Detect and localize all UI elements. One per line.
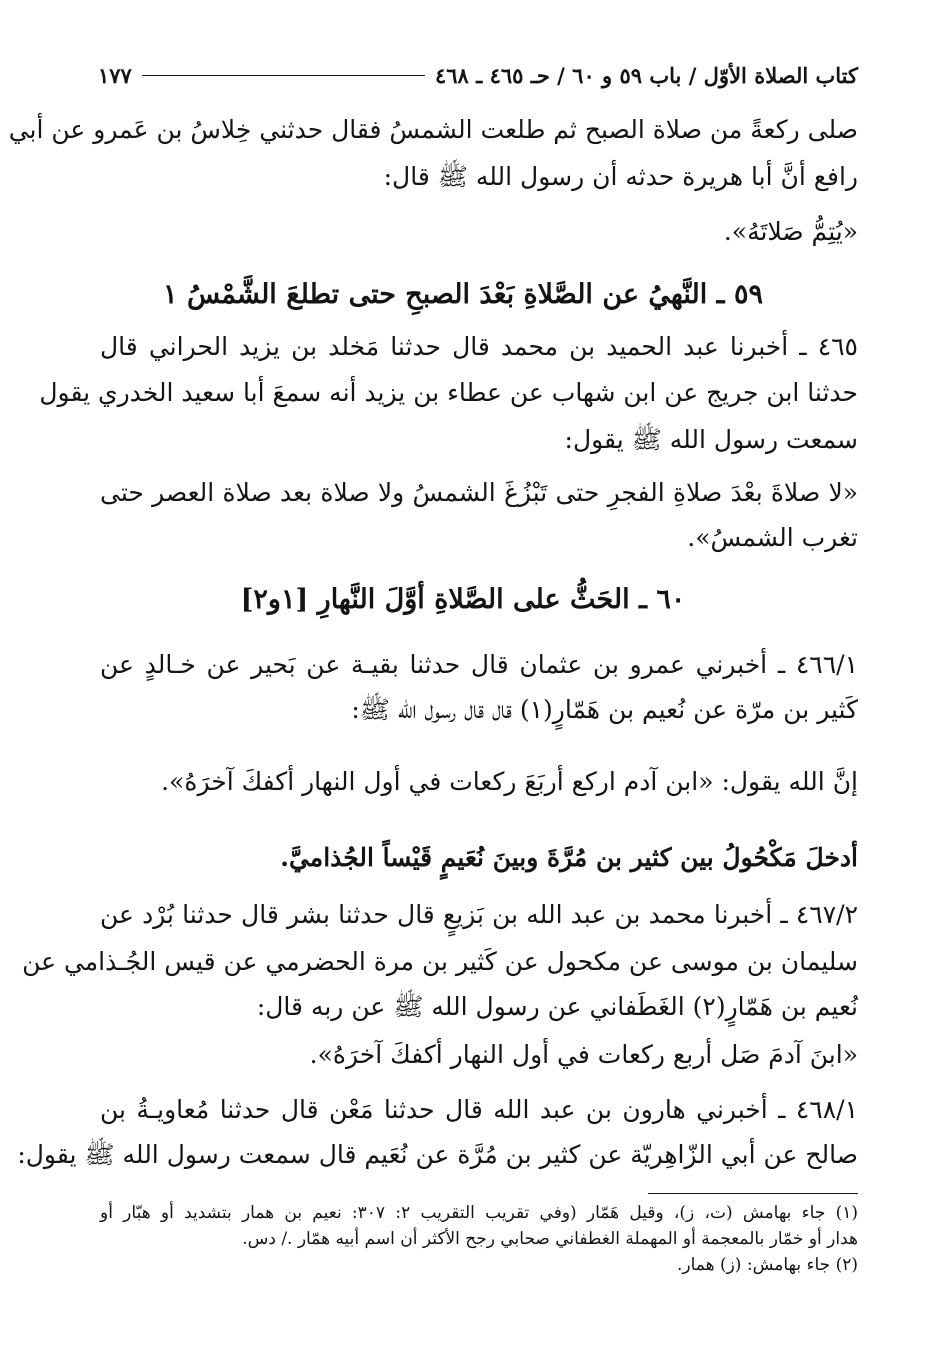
text-line: صلى ركعةً من صلاة الصبح ثم طلعت الشمسُ فقال حدثني خِلاسُ بن عَمرو عن أبي [8, 115, 858, 144]
footnote-rule [648, 1193, 858, 1194]
text-line: صالح عن أبي الزّاهِريّة عن كثير بن مُرَّة عن نُعَيم قال سمعت رسول الله ﷺ يقول: [17, 1140, 858, 1169]
hadith-quote: «يُتِمُّ صَلاتَهُ». [723, 217, 858, 246]
hadith-465-line: ٤٦٥ ـ أخبرنا عبد الحميد بن محمد قال حدثنا مَخلد بن يزيد الحراني قال [100, 332, 858, 361]
text-line: نُعيم بن هَمّارٍ(٢) الغَطَفاني عن رسول الله ﷺ عن ربه قال: [256, 992, 858, 1021]
chapter-title: كتاب الصلاة الأوّل / باب ٥٩ و ٦٠ / حـ ٤٦٥ ـ ٤٦٨ [434, 62, 858, 88]
hadith-quote: إنَّ الله يقول: «ابن آدم اركع أربَعَ ركعات في أول النهار أكفكَ آخرَهُ». [161, 767, 858, 796]
page-number: ١٧٧ [98, 62, 132, 88]
hadith-quote: «لا صلاةَ بعْدَ صلاةِ الفجرِ حتى تَبْزُغَ الشمسُ ولا صلاة بعد صلاة العصر حتى [100, 478, 858, 507]
text-line: رافع أنَّ أبا هريرة حدثه أن رسول الله ﷺ قال: [383, 162, 858, 191]
header-rule [142, 75, 425, 76]
text-line: حدثنا ابن جريج عن ابن شهاب عن عطاء بن يزيد أنه سمعَ أبا سعيد الخدري يقول [39, 378, 858, 407]
running-header [98, 58, 858, 92]
footnote-1-continued: هدار أو خمّار بالمعجمة أو المهملة الغطفاني صحابي رجح الأكثر أن اسم أبيه همّار ./ دس. [242, 1229, 858, 1249]
text-line: كَثير بن مرّة عن نُعيم بن هَمّارٍ(١) قال قال رسول الله ﷺ: [351, 695, 858, 724]
footnote-2: (٢) جاء بهامش: (ز) همار. [676, 1255, 858, 1275]
text-line: سمعت رسول الله ﷺ يقول: [564, 425, 858, 454]
hadith-468-line: ٤٦٨/١ ـ أخبرني هارون بن عبد الله قال حدثنا مَعْن قال حدثنا مُعاويـةُ بن [100, 1095, 858, 1124]
hadith-quote: تغرب الشمسُ». [687, 523, 858, 552]
footnote-1: (١) جاء بهامش (ت، ز)، وقيل هَمّار (وفي تقريب التقريب ٢: ٣٠٧: نعيم بن همار بتشديد أو هبّار أو [100, 1203, 859, 1223]
section-heading-59: ٥٩ ـ النَّهيُ عن الصَّلاةِ بَعْدَ الصبحِ حتى تطلعَ الشَّمْسُ ١ [163, 279, 763, 310]
text-line: سليمان بن موسى عن مكحول عن كَثير بن مرة الحضرمي عن قيس الجُـذامي عن [22, 947, 858, 976]
commentary-line: أدخلَ مَكْحُولُ بين كثير بن مُرَّةَ وبينَ نُعَيمٍ قَيْساً الجُذاميَّ. [280, 843, 858, 872]
hadith-quote: «ابنَ آدمَ صَل أربع ركعات في أول النهار أكفكَ آخرَهُ». [309, 1040, 858, 1069]
hadith-467-line: ٤٦٧/٢ ـ أخبرنا محمد بن عبد الله بن بَزيعٍ قال حدثنا بشر قال حدثنا بُرْد عن [100, 900, 858, 929]
hadith-466-line: ٤٦٦/١ ـ أخبرني عمرو بن عثمان قال حدثنا بقيـة عن بَحير عن خـالدٍ عن [100, 650, 858, 679]
section-heading-60: ٦٠ ـ الحَثُّ على الصَّلاةِ أوَّلَ النَّهارِ [١و٢] [240, 584, 686, 615]
